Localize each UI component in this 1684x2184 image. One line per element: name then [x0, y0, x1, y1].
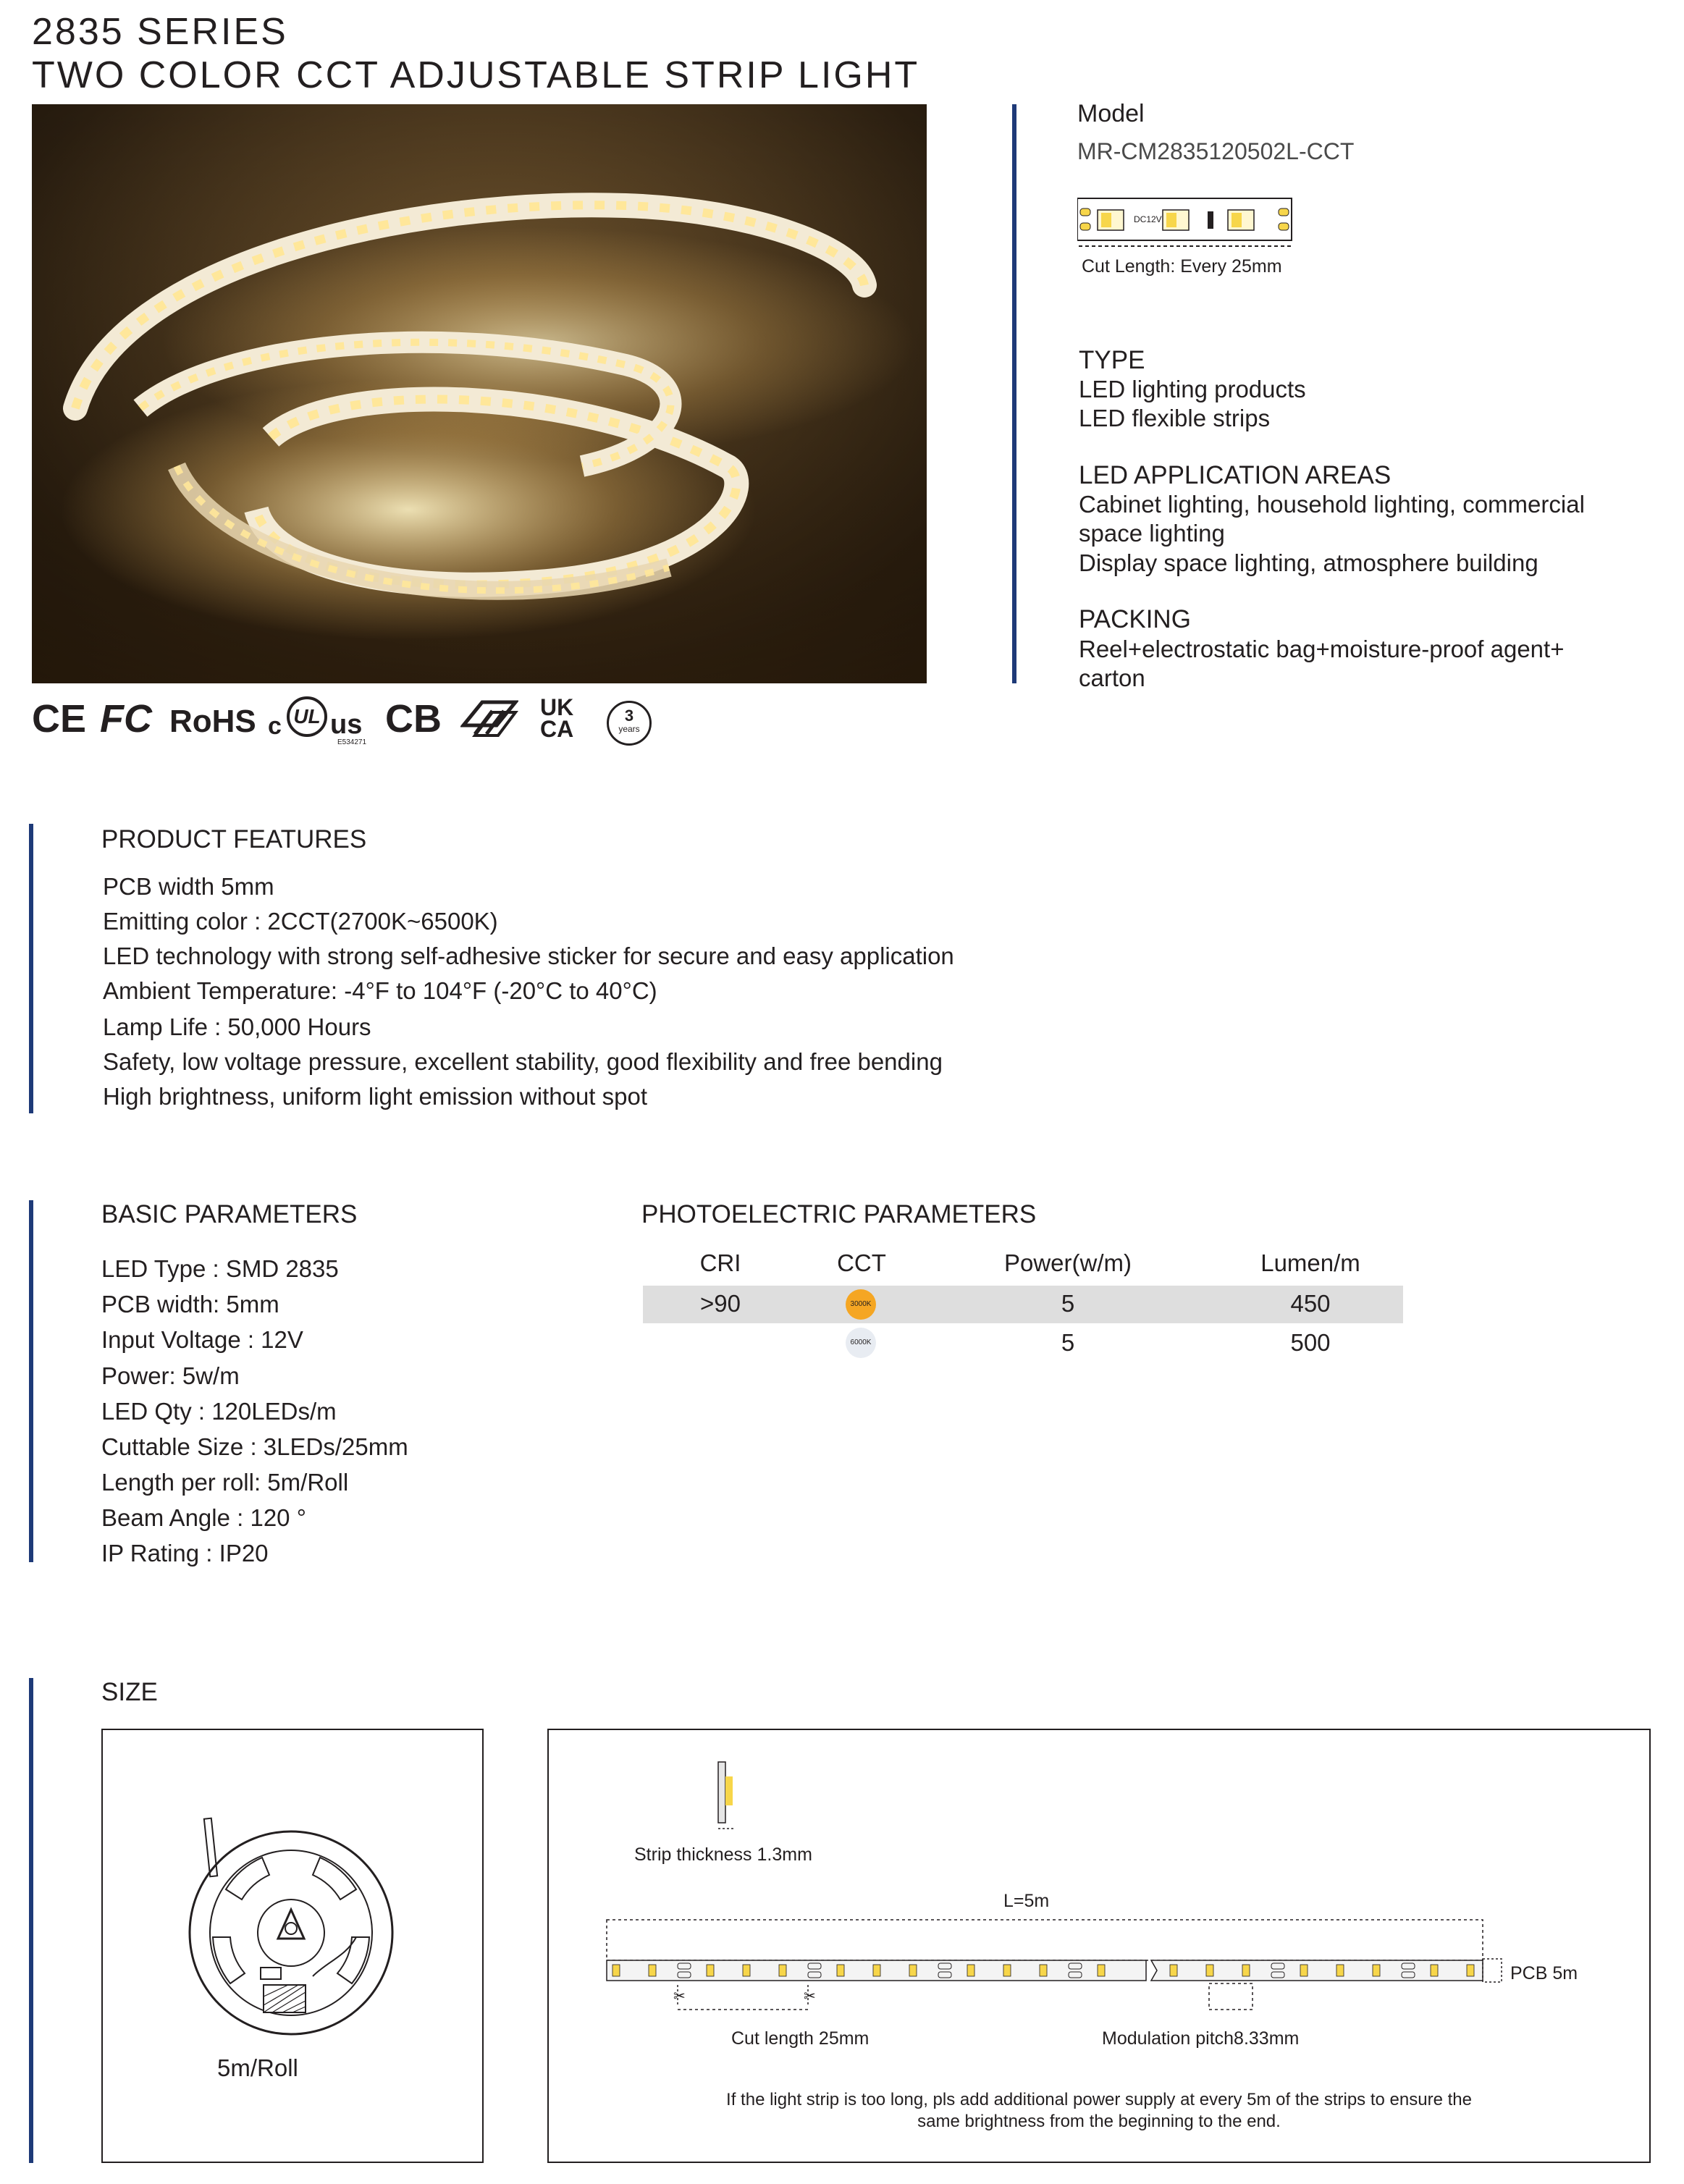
power-note-line: same brightness from the beginning to the end.: [917, 2112, 1281, 2131]
type-list: [1079, 375, 1306, 434]
col-cct: CCT: [837, 1249, 886, 1276]
product-title: TWO COLOR CCT ADJUSTABLE STRIP LIGHT: [32, 54, 920, 96]
ukca-logo: [540, 696, 573, 740]
basic-item: LED Qty : 120LEDs/m: [101, 1398, 337, 1425]
application-heading: LED APPLICATION AREAS: [1079, 461, 1392, 489]
svg-text:✂: ✂: [673, 1989, 686, 2004]
rohs-logo: RoHS: [169, 704, 256, 739]
application-line: space lighting: [1079, 520, 1225, 547]
series-title: 2835 SERIES: [32, 11, 288, 53]
cell-power: 5: [1061, 1290, 1075, 1317]
col-cri: CRI: [699, 1249, 741, 1276]
ul-us: us: [330, 709, 363, 740]
model-label: Model: [1077, 100, 1145, 127]
power-note-line: If the light strip is too long, pls add additional power supply at every 5m of the strips to ensure the: [726, 2090, 1472, 2109]
packing-line: carton: [1079, 665, 1145, 692]
feature-item: PCB width 5mm: [103, 873, 274, 900]
feature-item: High brightness, uniform light emission without spot: [103, 1083, 648, 1110]
type-line: LED lighting products: [1079, 376, 1306, 402]
application-line: Display space lighting, atmosphere building: [1079, 549, 1538, 576]
roll-label: 5m/Roll: [217, 2054, 298, 2081]
application-line: Cabinet lighting, household lighting, commercial: [1079, 491, 1585, 518]
warranty-badge: [607, 701, 652, 746]
basic-item: Input Voltage : 12V: [101, 1326, 303, 1353]
model-value: MR-CM2835120502L-CCT: [1077, 138, 1355, 164]
features-accent-bar: [29, 824, 33, 1113]
strip-marking: DC12V: [1134, 214, 1162, 224]
feature-item: LED technology with strong self-adhesive sticker for secure and easy application: [103, 943, 954, 969]
cct-swatch: 3000K: [846, 1289, 876, 1320]
packing-list: [1079, 635, 1564, 693]
reel-box: [101, 1729, 484, 2163]
feature-item: Emitting color : 2CCT(2700K~6500K): [103, 908, 498, 935]
packing-line: Reel+electrostatic bag+moisture-proof agent+: [1079, 636, 1565, 662]
type-line: LED flexible strips: [1079, 405, 1271, 432]
product-photo: [32, 104, 927, 683]
ukca-bottom: CA: [540, 716, 574, 742]
col-power: Power(w/m): [1003, 1249, 1132, 1276]
svg-text:✂: ✂: [804, 1989, 816, 2004]
basic-item: Power: 5w/m: [101, 1362, 240, 1389]
ul-file: E534271: [337, 738, 367, 746]
basic-item: LED Type : SMD 2835: [101, 1255, 339, 1282]
packing-heading: PACKING: [1079, 605, 1191, 633]
basic-item: IP Rating : IP20: [101, 1540, 269, 1567]
basic-item: PCB width: 5mm: [101, 1291, 279, 1317]
basic-accent-bar: [29, 1200, 33, 1562]
features-heading: PRODUCT FEATURES: [101, 825, 367, 853]
ce-logo: CE: [32, 697, 87, 741]
thickness-label: Strip thickness 1.3mm: [634, 1844, 812, 1865]
length-label: L=5m: [1003, 1891, 1050, 1911]
reel-drawing: [182, 1810, 400, 2041]
power-note: [549, 2089, 1649, 2133]
type-heading: TYPE: [1079, 346, 1145, 374]
cut-length-dimension: Cut length 25mm: [731, 2028, 870, 2049]
fc-logo: FC: [100, 697, 152, 741]
basic-item: Cuttable Size : 3LEDs/25mm: [101, 1433, 408, 1460]
cell-lumen: 450: [1290, 1290, 1331, 1317]
basic-heading: BASIC PARAMETERS: [101, 1200, 358, 1228]
strip-diagram: [1077, 193, 1293, 249]
photo-heading: PHOTOELECTRIC PARAMETERS: [641, 1200, 1037, 1228]
dimension-box: [547, 1729, 1651, 2163]
size-accent-bar: [29, 1678, 33, 2163]
warranty-unit: years: [618, 724, 640, 734]
size-heading: SIZE: [101, 1678, 158, 1706]
basic-item: Beam Angle : 120 °: [101, 1504, 306, 1531]
ul-logo: [266, 696, 369, 747]
feature-item: Lamp Life : 50,000 Hours: [103, 1013, 371, 1040]
ukca-top: UK: [540, 694, 574, 720]
feature-item: Ambient Temperature: -4°F to 104°F (-20°C to 40°C): [103, 977, 657, 1004]
application-list: [1079, 490, 1585, 578]
strip-dimension-drawing: [605, 1918, 1546, 2034]
cct-swatch: 6000K: [846, 1328, 876, 1358]
pitch-label: Modulation pitch8.33mm: [1102, 2028, 1300, 2049]
warranty-number: 3: [624, 707, 634, 725]
feature-item: Safety, low voltage pressure, excellent stability, good flexibility and free bending: [103, 1048, 943, 1075]
ul-circle: UL: [287, 696, 327, 737]
cb-logo: CB: [385, 697, 442, 741]
thickness-drawing: [715, 1761, 737, 1833]
col-lumen: Lumen/m: [1260, 1249, 1360, 1276]
cell-cri: >90: [700, 1290, 741, 1317]
cut-length-label: Cut Length: Every 25mm: [1082, 256, 1282, 277]
model-accent-bar: [1012, 104, 1016, 683]
cell-lumen: 500: [1290, 1329, 1331, 1356]
basic-item: Length per roll: 5m/Roll: [101, 1469, 349, 1496]
ul-c: c: [268, 712, 282, 740]
pcb-label: PCB 5m: [1510, 1963, 1578, 1983]
eac-logo: [460, 696, 518, 741]
cell-power: 5: [1061, 1329, 1075, 1356]
